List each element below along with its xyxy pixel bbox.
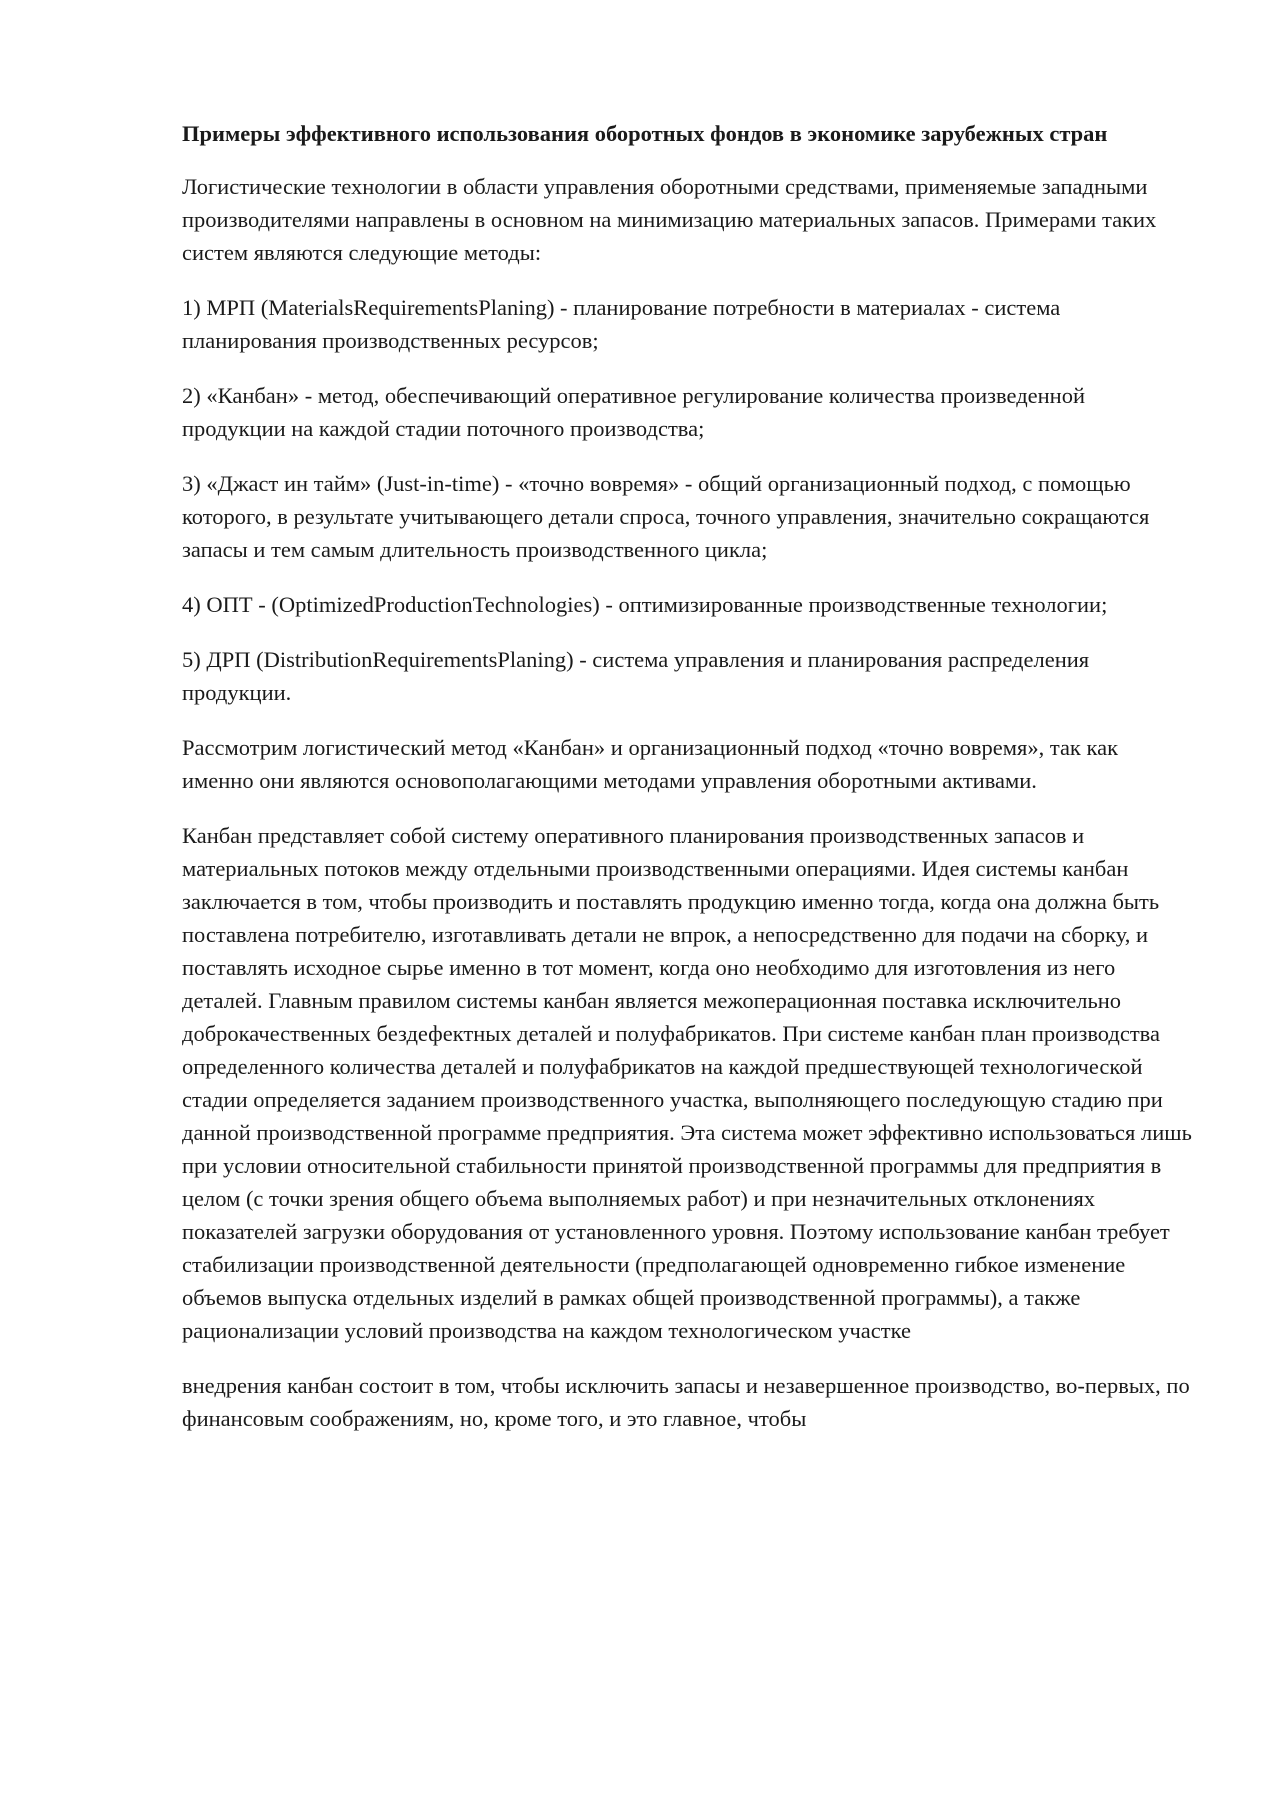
document-title: Примеры эффективного использования оборотных фондов в экономике зарубежных стран	[182, 121, 1108, 146]
paragraph-method-mrp: 1) МРП (MaterialsRequirementsPlaning) - планирование потребности в материалах - система планирования производственных ресурсов;	[182, 295, 1061, 353]
document-page	[182, 118, 1192, 1435]
paragraph-intro: Логистические технологии в области управления оборотными средствами, применяемые западными производителями направлены в основном на минимизацию материальных запасов. Примерами таких систем являются следующие методы:	[182, 174, 1157, 265]
paragraph-kanban-description: Канбан представляет собой систему оперативного планирования производственных запасов и материальных потоков между отдельными производственными операциями. Идея системы канбан заключается в том, чтобы производить и поставлять продукцию именно тогда, когда она должна быть поставлена потребителю, изготавливать детали не впрок, а непосредственно для подачи на сборку, и поставлять исходное сырье именно в тот момент, когда оно необходимо для изготовления из него деталей. Главным правилом системы канбан является межоперационная поставка исключительно доброкачественных бездефектных деталей и полуфабрикатов. При системе канбан план производства определенного количества деталей и полуфабрикатов на каждой предшествующей технологической стадии определяется заданием производственного участка, выполняющего последующую стадию при данной производственной программе предприятия. Эта система может эффективно использоваться лишь при условии относительной стабильности принятой производственной программы для предприятия в целом (с точки зрения общего объема выполняемых работ) и при незначительных отклонениях показателей загрузки оборудования от установленного уровня. Поэтому использование канбан требует стабилизации производственной деятельности (предполагающей одновременно гибкое изменение объемов выпуска отдельных изделий в рамках общей производственной программы), а также рационализации условий производства на каждом технологическом участке	[182, 823, 1192, 1343]
paragraph-method-drp: 5) ДРП (DistributionRequirementsPlaning) - система управления и планирования распределения продукции.	[182, 647, 1090, 705]
paragraph-method-opt: 4) ОПТ - (OptimizedProductionTechnologies) - оптимизированные производственные технологии;	[182, 592, 1108, 617]
paragraph-method-jit: 3) «Джаст ин тайм» (Just-in-time) - «точно вовремя» - общий организационный подход, с помощью которого, в результате учитывающего детали спроса, точного управления, значительно сокращаются запасы и тем самым длительность производственного цикла;	[182, 471, 1150, 562]
paragraph-method-kanban: 2) «Канбан» - метод, обеспечивающий оперативное регулирование количества произведенной продукции на каждой стадии поточного производства;	[182, 383, 1085, 441]
paragraph-consider: Рассмотрим логистический метод «Канбан» и организационный подход «точно вовремя», так как именно они являются основополагающими методами управления оборотными активами.	[182, 735, 1119, 793]
paragraph-kanban-goals: внедрения канбан состоит в том, чтобы исключить запасы и незавершенное производство, во-первых, по финансовым соображениям, но, кроме того, и это главное, чтобы	[182, 1373, 1190, 1431]
